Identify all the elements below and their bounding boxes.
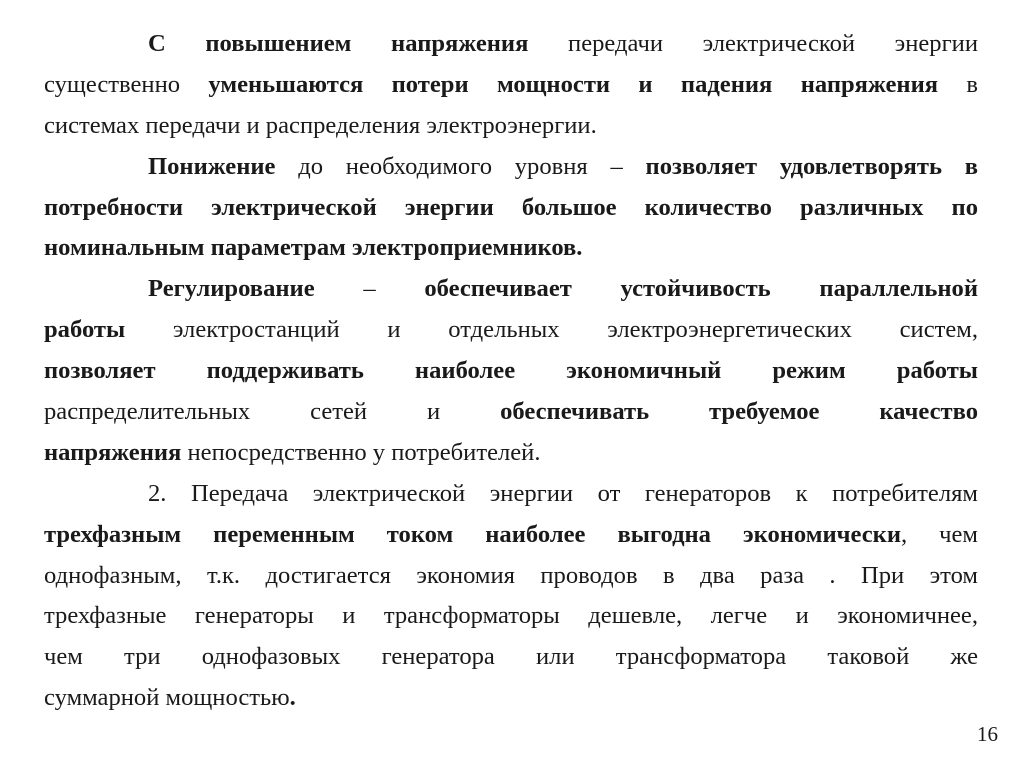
text-run: в [938,70,979,98]
text-run: трехфазные генераторы и трансформаторы дешевле, легче и экономичнее, [44,602,978,630]
bold-text-run: обеспечивает устойчивость параллельной [424,275,979,303]
bold-text-run: уменьшаются потери мощности и падения напряжения [208,70,939,98]
text-run: непосредственно у потребителей. [181,438,541,466]
text-line [44,106,978,147]
page-number: 16 [977,722,998,746]
paragraph [44,269,978,473]
bold-text-run: напряжения [44,438,182,466]
text-line [44,65,978,106]
text-line [44,147,978,188]
text-run: 2. Передача электрической энергии от генераторов к потребителям [148,479,978,507]
bold-text-run: позволяет удовлетворять в [645,152,978,180]
bold-text-run: . [289,684,296,712]
text-line [44,433,978,474]
text-run: – [314,275,425,303]
text-run: суммарной мощностью [44,684,290,712]
bold-text-run: обеспечивать требуемое качество [500,398,978,426]
text-line [44,351,978,392]
paragraph [44,474,978,719]
text-line [44,24,978,65]
paragraph [44,24,978,147]
bold-text-run: потребности электрической энергии большое количество различных по [44,193,978,221]
text-line [44,228,978,269]
bold-text-run: позволяет поддерживать наиболее экономичный режим работы [44,357,978,385]
paragraph [44,147,978,270]
slide-text-body [44,24,978,719]
bold-text-run: Понижение [148,152,276,180]
bold-text-run: работы [44,316,126,344]
text-run: системах передачи и распределения электроэнергии. [44,111,597,139]
text-run: распределительных сетей и [44,398,501,426]
text-run: передачи электрической энергии [528,30,978,57]
text-line [44,556,978,597]
text-line [44,269,978,310]
text-run: , чем [901,520,978,548]
text-run: электростанций и отдельных электроэнергетических систем, [125,316,978,344]
text-line [44,596,978,637]
text-line [44,515,978,556]
bold-text-run: С повышением напряжения [148,30,529,57]
text-line [44,188,978,229]
text-run: чем три однофазовых генератора или трансформатора таковой же [44,643,978,671]
text-line [44,637,978,678]
text-run: до необходимого уровня – [275,152,646,180]
text-line [44,474,978,515]
text-run: однофазным, т.к. достигается экономия проводов в два раза . При этом [44,561,978,589]
bold-text-run: Регулирование [148,275,315,303]
text-line [44,678,978,719]
text-line [44,310,978,351]
bold-text-run: трехфазным переменным током наиболее выгодна экономически [44,520,902,548]
text-run: существенно [44,70,209,98]
text-line [44,392,978,433]
bold-text-run: номинальным параметрам электроприемников. [44,234,583,262]
